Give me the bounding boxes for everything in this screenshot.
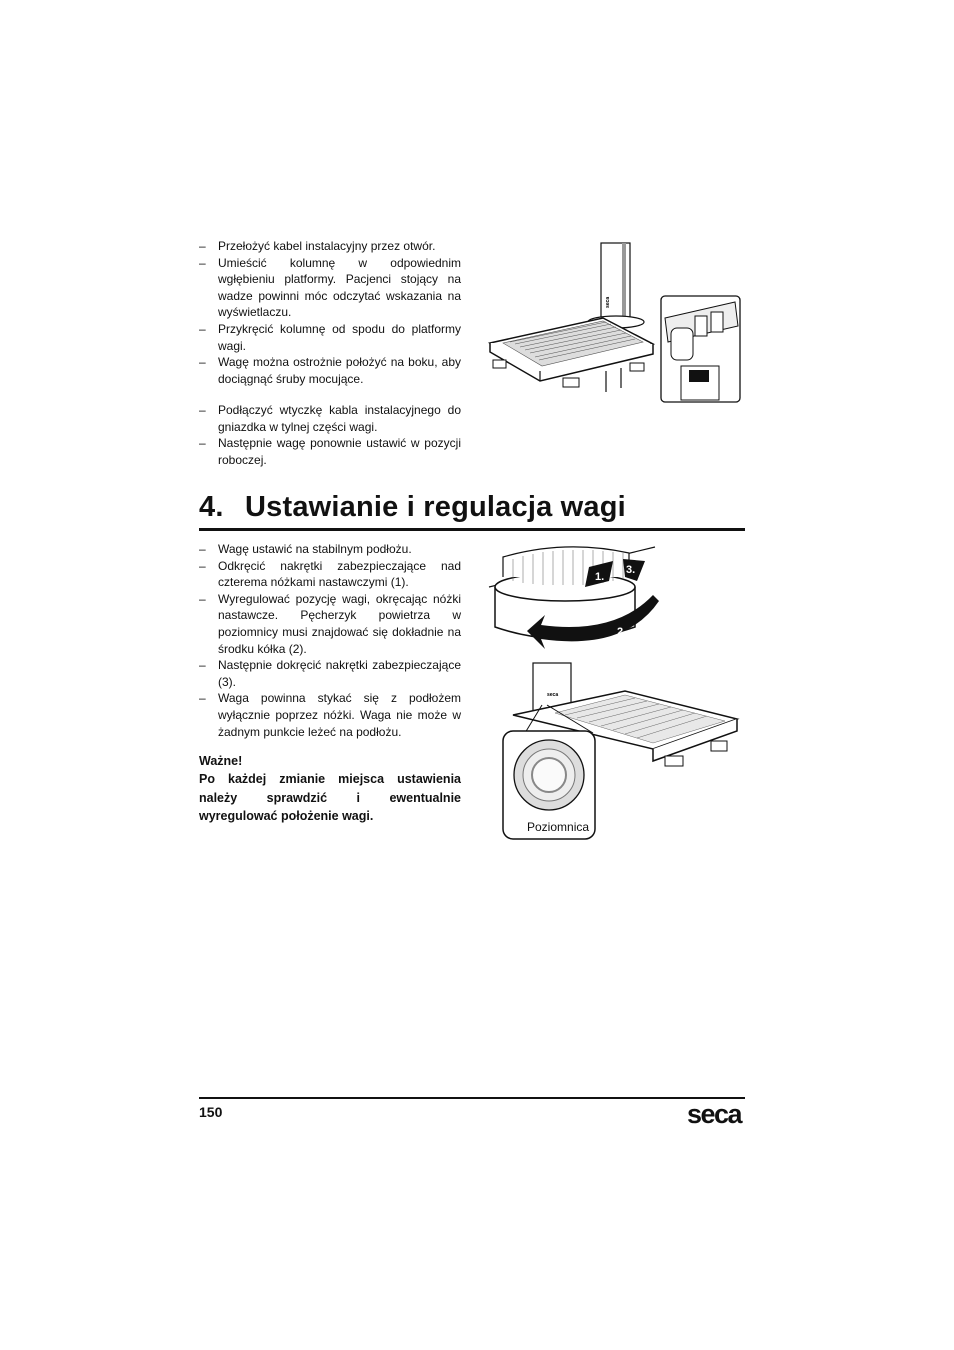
step-1-label: 1. (595, 571, 605, 583)
list-item: – Przykręcić kolumnę od spodu do platformy wagi. (199, 321, 461, 354)
page-number: 150 (199, 1104, 223, 1120)
list-item: – Następnie dokręcić nakrętki zabezpieczające (3). (199, 657, 461, 690)
list-item: – Wagę ustawić na stabilnym podłożu. (199, 541, 461, 558)
connection-steps-list (199, 402, 461, 468)
installation-steps-list (199, 238, 461, 387)
leveling-illustration (485, 543, 747, 843)
list-item: – Odkręcić nakrętki zabezpieczające nad czterema nóżkami nastawczymi (1). (199, 558, 461, 591)
brand-logo: seca (687, 1099, 742, 1129)
list-item: – Wyregulować pozycję wagi, okręcając nóżki nastawcze. Pęcherzyk powietrza w poziomnicy musi znajdować się dokładnie na środku kółka (2). (199, 591, 461, 657)
list-item: – Umieścić kolumnę w odpowiednim wgłębieniu platformy. Pacjenci stojący na wadze powinni móc odczytać wskazania na wyświetlaczu. (199, 255, 461, 321)
footer-rule (199, 1097, 745, 1099)
section-title: Ustawianie i regulacja wagi (245, 491, 626, 523)
list-item: – Przełożyć kabel instalacyjny przez otwór. (199, 238, 461, 255)
level-label: Poziomnica (527, 820, 590, 834)
section-heading (199, 490, 745, 531)
column-label: seca (547, 692, 559, 698)
platform-assembly-illustration (485, 240, 745, 405)
list-item: – Wagę można ostrożnie położyć na boku, aby dociągnąć śruby mocujące. (199, 354, 461, 387)
step-2-label: 2. (617, 626, 627, 638)
list-item: – Podłączyć wtyczkę kabla instalacyjnego do gniazdka w tylnej części wagi. (199, 402, 461, 435)
section-number: 4. (199, 491, 224, 523)
step-3-label: 3. (626, 564, 636, 576)
list-item: – Waga powinna stykać się z podłożem wyłącznie poprzez nóżki. Waga nie może w żadnym punkcie leżeć na podłożu. (199, 690, 461, 740)
note-text: Po każdej zmianie miejsca ustawienia należy sprawdzić i ewentualnie wyregulować położenie wagi. (199, 772, 461, 823)
list-item: – Następnie wagę ponownie ustawić w pozycji roboczej. (199, 435, 461, 468)
important-note (199, 752, 461, 825)
note-title: Ważne! (199, 754, 243, 768)
column-label: seca (605, 296, 611, 308)
leveling-steps-list (199, 541, 461, 740)
